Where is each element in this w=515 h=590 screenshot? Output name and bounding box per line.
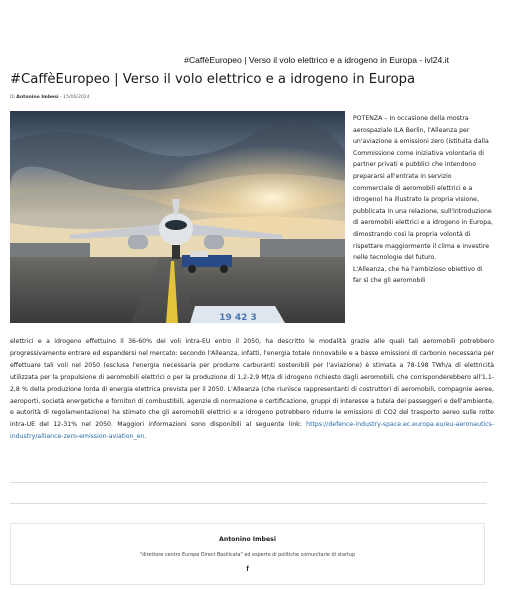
body-paragraph (10, 336, 494, 443)
article-body (10, 336, 494, 443)
divider (10, 503, 487, 504)
body-text: elettrici e a idrogeno effettuino il 36-60% dei voli intra-EU entro il 2050, ha descritto le modalità grazie alle quali tali aeromobili potrebbero progressivamente entrare ed espandersi nel mercato: secondo l'Alleanza, infatti, l'energia totale rinnovabile e a basse emissioni di carbonio necessaria per effettuare tali voli nel 2050 (esclusa l'energia necessaria per produrre carburanti sostenibili per l'aviazione) è stimata a 78-198 TWh/a di elettricità utilizzata per la propulsione di aeromobili elettrici o per la produzione di 1,2-2,9 Mt/a di idrogeno richiesto dagli aeromobili, che corrisponderebbero all'1,1-2,8 % della produzione lorda di energia elettrica prevista per il 2050. L'Alleanza (che riunisce rappresentanti di costruttori di aeromobili, compagnie aeree, aeroporti, società energetiche e fornitori di combustibili, agenzie di normazione e certificazione, gruppi di interesse a tutela dei passeggeri e dell'ambiente, e autorità di regolamentazione) ha stimato che gli aeromobili elettrici e a idrogeno potrebbero ridurre le emissioni di CO2 del trasporto aereo sulle rotte intra-UE del 12-31% nel 2050. Maggiori informazioni sono disponibili al seguente link: (10, 338, 494, 429)
author-name[interactable]: Antonino Imbesi (219, 536, 276, 543)
byline-author-link[interactable]: Antonino Imbesi (16, 95, 59, 100)
side-paragraph: L'Alleanza, che ha l'ambizioso obiettivo di far sì che gli aeromobili (353, 265, 483, 285)
byline-date: 15/06/2024 (63, 95, 90, 100)
divider (10, 482, 487, 483)
site-header-title: #CaffèEuropeo | Verso il volo elettrico e a idrogeno in Europa - ivl24.it (184, 55, 449, 65)
byline-prefix: Di (10, 95, 15, 100)
article-image (10, 111, 345, 323)
article-side-text (353, 113, 493, 287)
link-trailing-punct: . (144, 433, 147, 441)
source-link[interactable]: https://defence-industry-space.ec.europa.eu/eu-aeronautics-industry/alliance-zero-emission-aviation_en (10, 421, 494, 441)
side-paragraph: POTENZA – In occasione della mostra aerospaziale ILA Berlin, l'Alleanza per un'aviazione a emissioni zero (istituita dalla Commissione come iniziativa volontaria di partner privati e pubblici che intendono prepararsi all'entrata in servizio commerciale di aeromobili elettrici e a idrogeno) ha illustrato la propria visione, pubblicata in una relazione, sull'introduzione di aeromobili elettrici e a idrogeno in Europa, dimostrando così la propria volontà di rispettare maggiormente il clima e investire nelle tecnologie del futuro. (353, 115, 493, 262)
article-title: #CaffèEuropeo | Verso il volo elettrico e a idrogeno in Europa (10, 72, 416, 87)
runway-marking-text: 19 42 3 (219, 313, 257, 323)
facebook-icon[interactable]: f (246, 566, 249, 573)
byline-separator: - (60, 95, 62, 100)
byline (10, 95, 90, 100)
author-box (10, 523, 485, 585)
author-description: "direttore centro Europe Direct Basilicata" ed esperto di politiche comunitarie di startup (139, 552, 356, 558)
